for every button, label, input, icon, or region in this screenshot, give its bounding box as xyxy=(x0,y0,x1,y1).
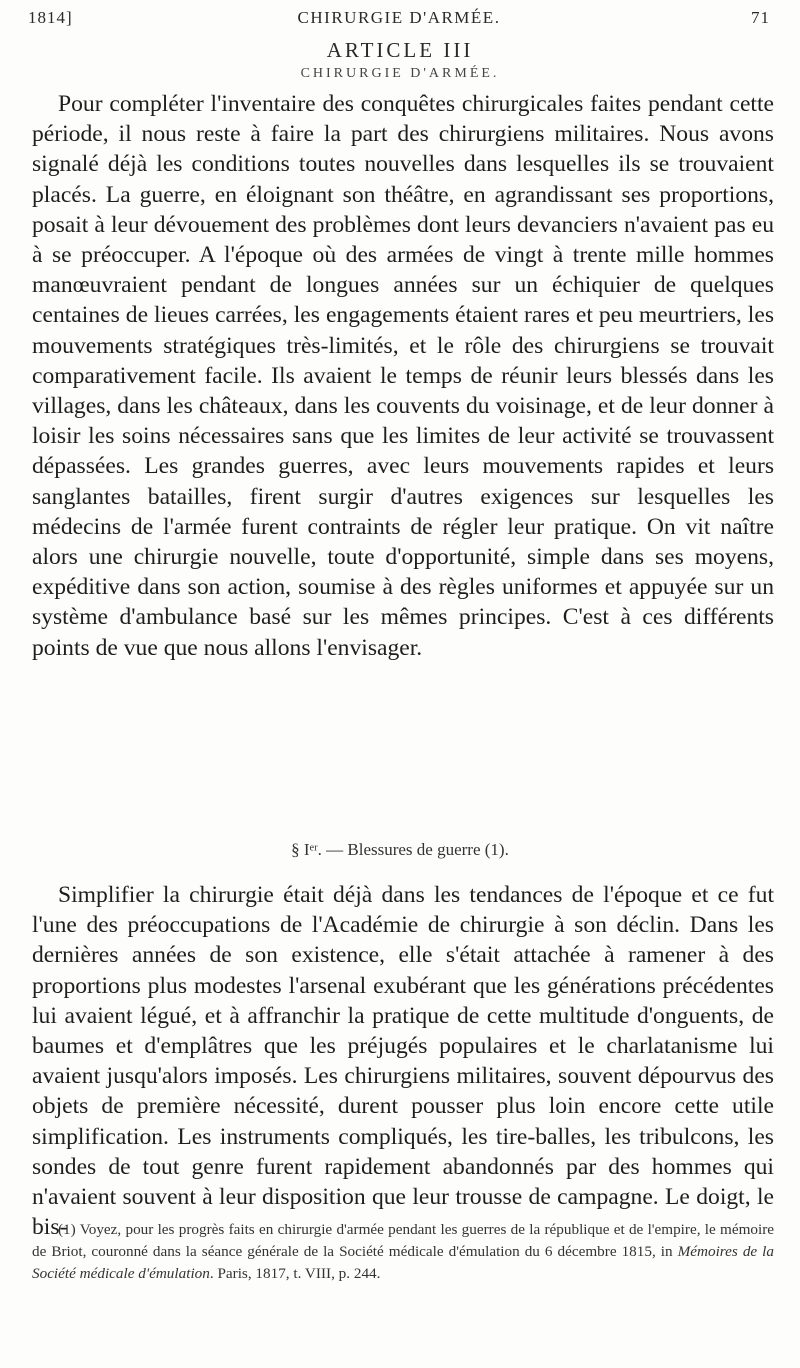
article-title: ARTICLE III xyxy=(326,38,474,62)
footnote-text-before: (1) Voyez, pour les progrès faits en chirurgie d'armée pendant les guerres de la république et de l'empire, le mémoire de Briot, couronné dans la séance générale de la Société médicale d'émulation du 6 décembre 1815, in xyxy=(32,1221,774,1260)
running-head-year: 1814] xyxy=(28,8,73,27)
footnote-journal-title: Mémoires de la Société médicale d'émulation xyxy=(32,1243,774,1282)
paragraph-simplification: Simplifier la chirurgie était déjà dans les tendances de l'époque et ce fut l'une des préoccupations de l'Académie de chirurgie à son déclin. Dans les dernières années de son existence, elle s'était attachée à ramener à des proportions plus modestes l'arsenal exubérant que les générations précédentes lui avaient légué, et à affranchir la pratique de cette multitude d'onguents, de baumes et d'emplâtres que les préjugés populaires et le charlatanisme lui avaient jusqu'alors imposés. Les chirurgiens militaires, souvent dépourvus des objets de première nécessité, durent pousser plus loin encore cette utile simplification. Les instruments compliqués, les tire-balles, les tribulcons, les sondes de tout genre furent rapidement abandonnés par des hommes qui n'avaient souvent à leur disposition que leur trousse de campagne. Le doigt, le bis- xyxy=(32,882,774,1241)
running-head xyxy=(28,8,770,32)
section-heading: § Iᵉʳ. — Blessures de guerre (1). xyxy=(291,840,509,859)
footnote-text-after: . Paris, 1817, t. VIII, p. 244. xyxy=(209,1265,381,1282)
running-head-title: CHIRURGIE D'ARMÉE. xyxy=(297,8,501,27)
article-subtitle: CHIRURGIE D'ARMÉE. xyxy=(300,66,500,81)
footnote xyxy=(32,1219,774,1285)
paragraph-intro: Pour compléter l'inventaire des conquêtes chirurgicales faites pendant cette période, il nous reste à faire la part des chirurgiens militaires. Nous avons signalé déjà les conditions toutes nouvelles dans lesquelles ils se trouvaient placés. La guerre, en éloignant son théâtre, en agrandissant ses proportions, posait à leur dévouement des problèmes dont leurs devanciers n'avaient pas eu à se préoccuper. A l'époque où des armées de vingt à trente mille hommes manœuvraient pendant de longues années sur un échiquier de quelques centaines de lieues carrées, les engagements étaient rares et peu meurtriers, les mouvements stratégiques très-limités, et le rôle des chirurgiens se trouvait comparativement facile. Ils avaient le temps de réunir leurs blessés dans les villages, dans les châteaux, dans les couvents du voisinage, et de leur donner à loisir les soins nécessaires sans que les limites de leur activité se trouvassent dépassées. Les grandes guerres, avec leurs mouvements rapides et leurs sanglantes batailles, firent surgir d'autres exigences sur lesquelles les médecins de l'armée furent contraints de régler leur pratique. On vit naître alors une chirurgie nouvelle, toute d'opportunité, simple dans ses moyens, expéditive dans son action, soumise à des règles uniformes et appuyée sur un système d'ambulance basé sur les mêmes principes. C'est à ces différents points de vue que nous allons l'envisager. xyxy=(32,91,774,661)
page-number: 71 xyxy=(751,8,770,27)
